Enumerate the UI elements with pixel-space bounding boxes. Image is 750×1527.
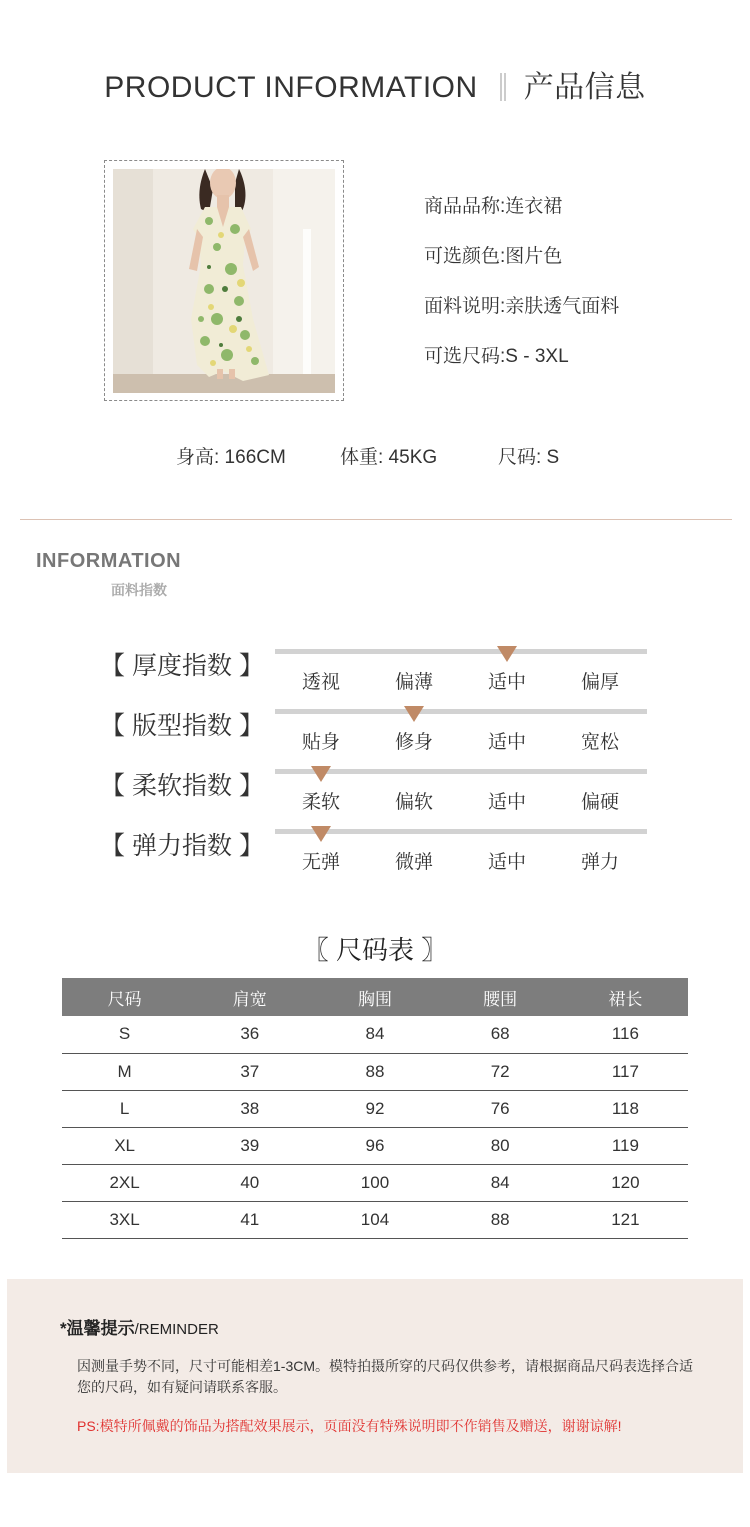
table-cell: 39	[187, 1127, 312, 1164]
table-cell: 116	[563, 1016, 688, 1053]
table-cell: M	[62, 1053, 187, 1090]
table-cell: 104	[312, 1201, 437, 1238]
index-option: 适中	[487, 732, 526, 753]
table-cell: 92	[312, 1090, 437, 1127]
reminder-body: 因测量手势不同，尺寸可能相差1-3CM。模特拍摄所穿的尺码仅供参考，请根据商品尺码表选择合适您的尺码，如有疑问请联系客服。	[77, 1358, 694, 1395]
index-option: 适中	[487, 852, 526, 873]
index-option: 适中	[487, 792, 526, 813]
table-cell: 40	[187, 1164, 312, 1201]
index-pointer-icon	[311, 826, 331, 842]
info-row-name: 商品品称:连衣裙	[424, 196, 563, 217]
table-header-row	[62, 978, 688, 1016]
table-row	[62, 1053, 688, 1090]
title-en: PRODUCT INFORMATION	[104, 71, 478, 104]
index-pointer-icon	[404, 706, 424, 722]
index-option: 微弹	[394, 852, 433, 873]
table-cell: 68	[438, 1016, 563, 1053]
reminder-title: *温馨提示/REMINDER	[60, 1319, 219, 1338]
table-cell: 96	[312, 1127, 437, 1164]
table-cell: 76	[438, 1090, 563, 1127]
size-chart-title: 〖 尺码表 〗	[302, 935, 448, 965]
table-cell: 80	[438, 1127, 563, 1164]
table-cell: 88	[312, 1053, 437, 1090]
dress-illustration	[113, 169, 335, 393]
product-photo	[113, 169, 335, 393]
table-header-cell: 胸围	[312, 978, 437, 1016]
table-cell: 2XL	[62, 1164, 187, 1201]
title-cn: 产品信息	[523, 71, 646, 104]
table-cell: 118	[563, 1090, 688, 1127]
information-subtitle: 面料指数	[111, 582, 167, 598]
index-bar	[275, 649, 647, 654]
table-cell: 41	[187, 1201, 312, 1238]
index-pointer-icon	[311, 766, 331, 782]
table-cell: 121	[563, 1201, 688, 1238]
index-label: 【 柔软指数 】	[100, 772, 264, 800]
table-cell: 38	[187, 1090, 312, 1127]
size-chart-table	[62, 978, 688, 1239]
table-row	[62, 1090, 688, 1127]
section-divider	[20, 519, 732, 520]
table-row	[62, 1127, 688, 1164]
table-cell: 88	[438, 1201, 563, 1238]
index-label: 【 版型指数 】	[100, 712, 264, 740]
table-cell: 37	[187, 1053, 312, 1090]
model-size: 尺码: S	[498, 447, 560, 468]
table-cell: 72	[438, 1053, 563, 1090]
index-option: 偏硬	[580, 792, 619, 813]
table-row	[62, 1164, 688, 1201]
table-cell: 117	[563, 1053, 688, 1090]
index-option: 偏薄	[394, 672, 433, 693]
table-cell: 84	[438, 1164, 563, 1201]
index-label: 【 弹力指数 】	[100, 832, 264, 860]
table-row	[62, 1016, 688, 1053]
index-option: 弹力	[580, 852, 619, 873]
reminder-ps: PS:模特所佩戴的饰品为搭配效果展示，页面没有特殊说明即不作销售及赠送，谢谢谅解!	[77, 1418, 622, 1434]
info-row-sizes: 可选尺码:S - 3XL	[424, 346, 569, 367]
table-cell: 119	[563, 1127, 688, 1164]
table-cell: 36	[187, 1016, 312, 1053]
title-separator	[500, 73, 505, 101]
index-option: 无弹	[301, 852, 340, 873]
table-cell: XL	[62, 1127, 187, 1164]
index-pointer-icon	[497, 646, 517, 662]
index-option: 贴身	[301, 732, 340, 753]
table-cell: 84	[312, 1016, 437, 1053]
table-cell: 120	[563, 1164, 688, 1201]
index-option: 偏厚	[580, 672, 619, 693]
table-cell: 3XL	[62, 1201, 187, 1238]
model-height: 身高: 166CM	[176, 447, 286, 468]
index-option: 透视	[301, 672, 340, 693]
table-header-cell: 尺码	[62, 978, 187, 1016]
table-header-cell: 裙长	[563, 978, 688, 1016]
table-cell: L	[62, 1090, 187, 1127]
index-bar	[275, 709, 647, 714]
information-title: INFORMATION	[36, 550, 182, 572]
product-info-list	[424, 194, 619, 394]
table-cell: 100	[312, 1164, 437, 1201]
index-option: 偏软	[394, 792, 433, 813]
index-option: 柔软	[301, 792, 340, 813]
page-title	[0, 62, 750, 106]
index-option: 修身	[394, 732, 433, 753]
table-header-cell: 肩宽	[187, 978, 312, 1016]
info-row-fabric: 面料说明:亲肤透气面料	[424, 296, 620, 317]
index-option: 宽松	[580, 732, 619, 753]
table-cell: S	[62, 1016, 187, 1053]
product-photo-frame	[104, 160, 344, 401]
table-header-cell: 腰围	[438, 978, 563, 1016]
model-weight: 体重: 45KG	[340, 447, 438, 468]
index-option: 适中	[487, 672, 526, 693]
reminder-box	[7, 1279, 743, 1473]
table-row	[62, 1201, 688, 1238]
index-label: 【 厚度指数 】	[100, 652, 264, 680]
info-row-color: 可选颜色:图片色	[424, 246, 563, 267]
